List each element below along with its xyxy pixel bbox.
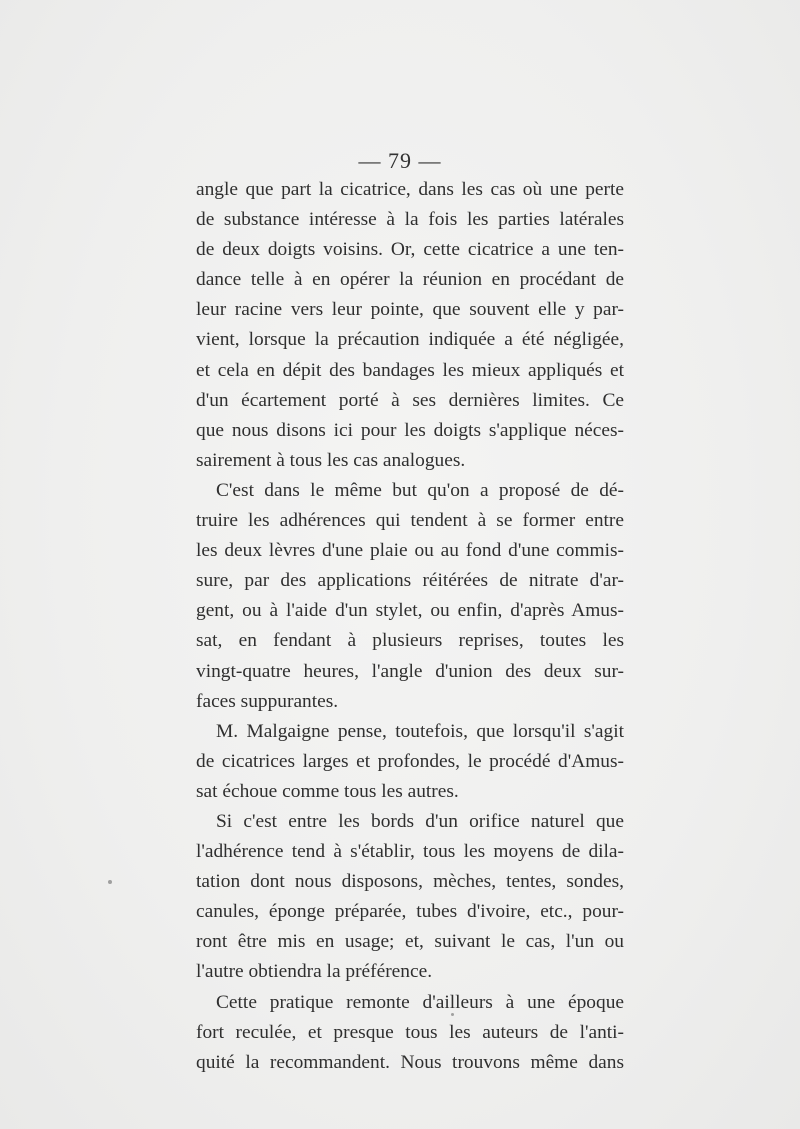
text-line: les deux lèvres d'une plaie ou au fond d'une commis-	[196, 540, 624, 562]
text-line: vingt-quatre heures, l'angle d'union des deux sur-	[196, 660, 624, 682]
text-line: et cela en dépit des bandages les mieux appliqués et	[196, 359, 624, 381]
text-line: Si c'est entre les bords d'un orifice naturel que	[216, 810, 624, 832]
text-line: Cette pratique remonte d'ailleurs à une époque	[216, 991, 624, 1013]
text-line: faces suppurantes.	[196, 690, 339, 712]
text-line: dance telle à en opérer la réunion en procédant de	[196, 269, 624, 291]
text-line: de deux doigts voisins. Or, cette cicatrice a une ten-	[196, 239, 624, 261]
text-line: l'adhérence tend à s'établir, tous les moyens de dila-	[196, 841, 624, 863]
text-line: tation dont nous disposons, mèches, tentes, sondes,	[196, 871, 624, 893]
paper-speck	[108, 880, 112, 884]
paper-speck	[451, 1013, 454, 1016]
text-line: que nous disons ici pour les doigts s'applique néces-	[196, 419, 624, 441]
page-number: — 79 —	[358, 148, 442, 173]
text-line: de cicatrices larges et profondes, le procédé d'Amus-	[196, 750, 624, 772]
text-line: M. Malgaigne pense, toutefois, que lorsqu'il s'agit	[216, 720, 624, 742]
text-line: leur racine vers leur pointe, que souvent elle y par-	[196, 299, 624, 321]
text-line: fort reculée, et presque tous les auteurs de l'anti-	[196, 1021, 624, 1043]
text-line: ront être mis en usage; et, suivant le cas, l'un ou	[196, 931, 624, 953]
text-line: sat, en fendant à plusieurs reprises, toutes les	[196, 630, 624, 652]
text-line: vient, lorsque la précaution indiquée a été négligée,	[196, 329, 624, 351]
text-line: d'un écartement porté à ses dernières limites. Ce	[196, 389, 624, 411]
text-line: sure, par des applications réitérées de nitrate d'ar-	[196, 570, 624, 592]
text-line: C'est dans le même but qu'on a proposé de dé-	[216, 479, 624, 501]
text-line: sairement à tous les cas analogues.	[196, 449, 466, 471]
text-line: angle que part la cicatrice, dans les cas où une perte	[196, 179, 624, 200]
text-line: quité la recommandent. Nous trouvons même dans	[196, 1051, 624, 1073]
text-line: truire les adhérences qui tendent à se former entre	[196, 510, 624, 532]
text-line: gent, ou à l'aide d'un stylet, ou enfin, d'après Amus-	[196, 600, 624, 622]
text-line: l'autre obtiendra la préférence.	[196, 961, 433, 983]
text-line: canules, éponge préparée, tubes d'ivoire, etc., pour-	[196, 901, 624, 923]
text-line: de substance intéresse à la fois les parties latérales	[196, 209, 624, 231]
body-text	[196, 175, 624, 1078]
text-line: sat échoue comme tous les autres.	[196, 780, 459, 802]
